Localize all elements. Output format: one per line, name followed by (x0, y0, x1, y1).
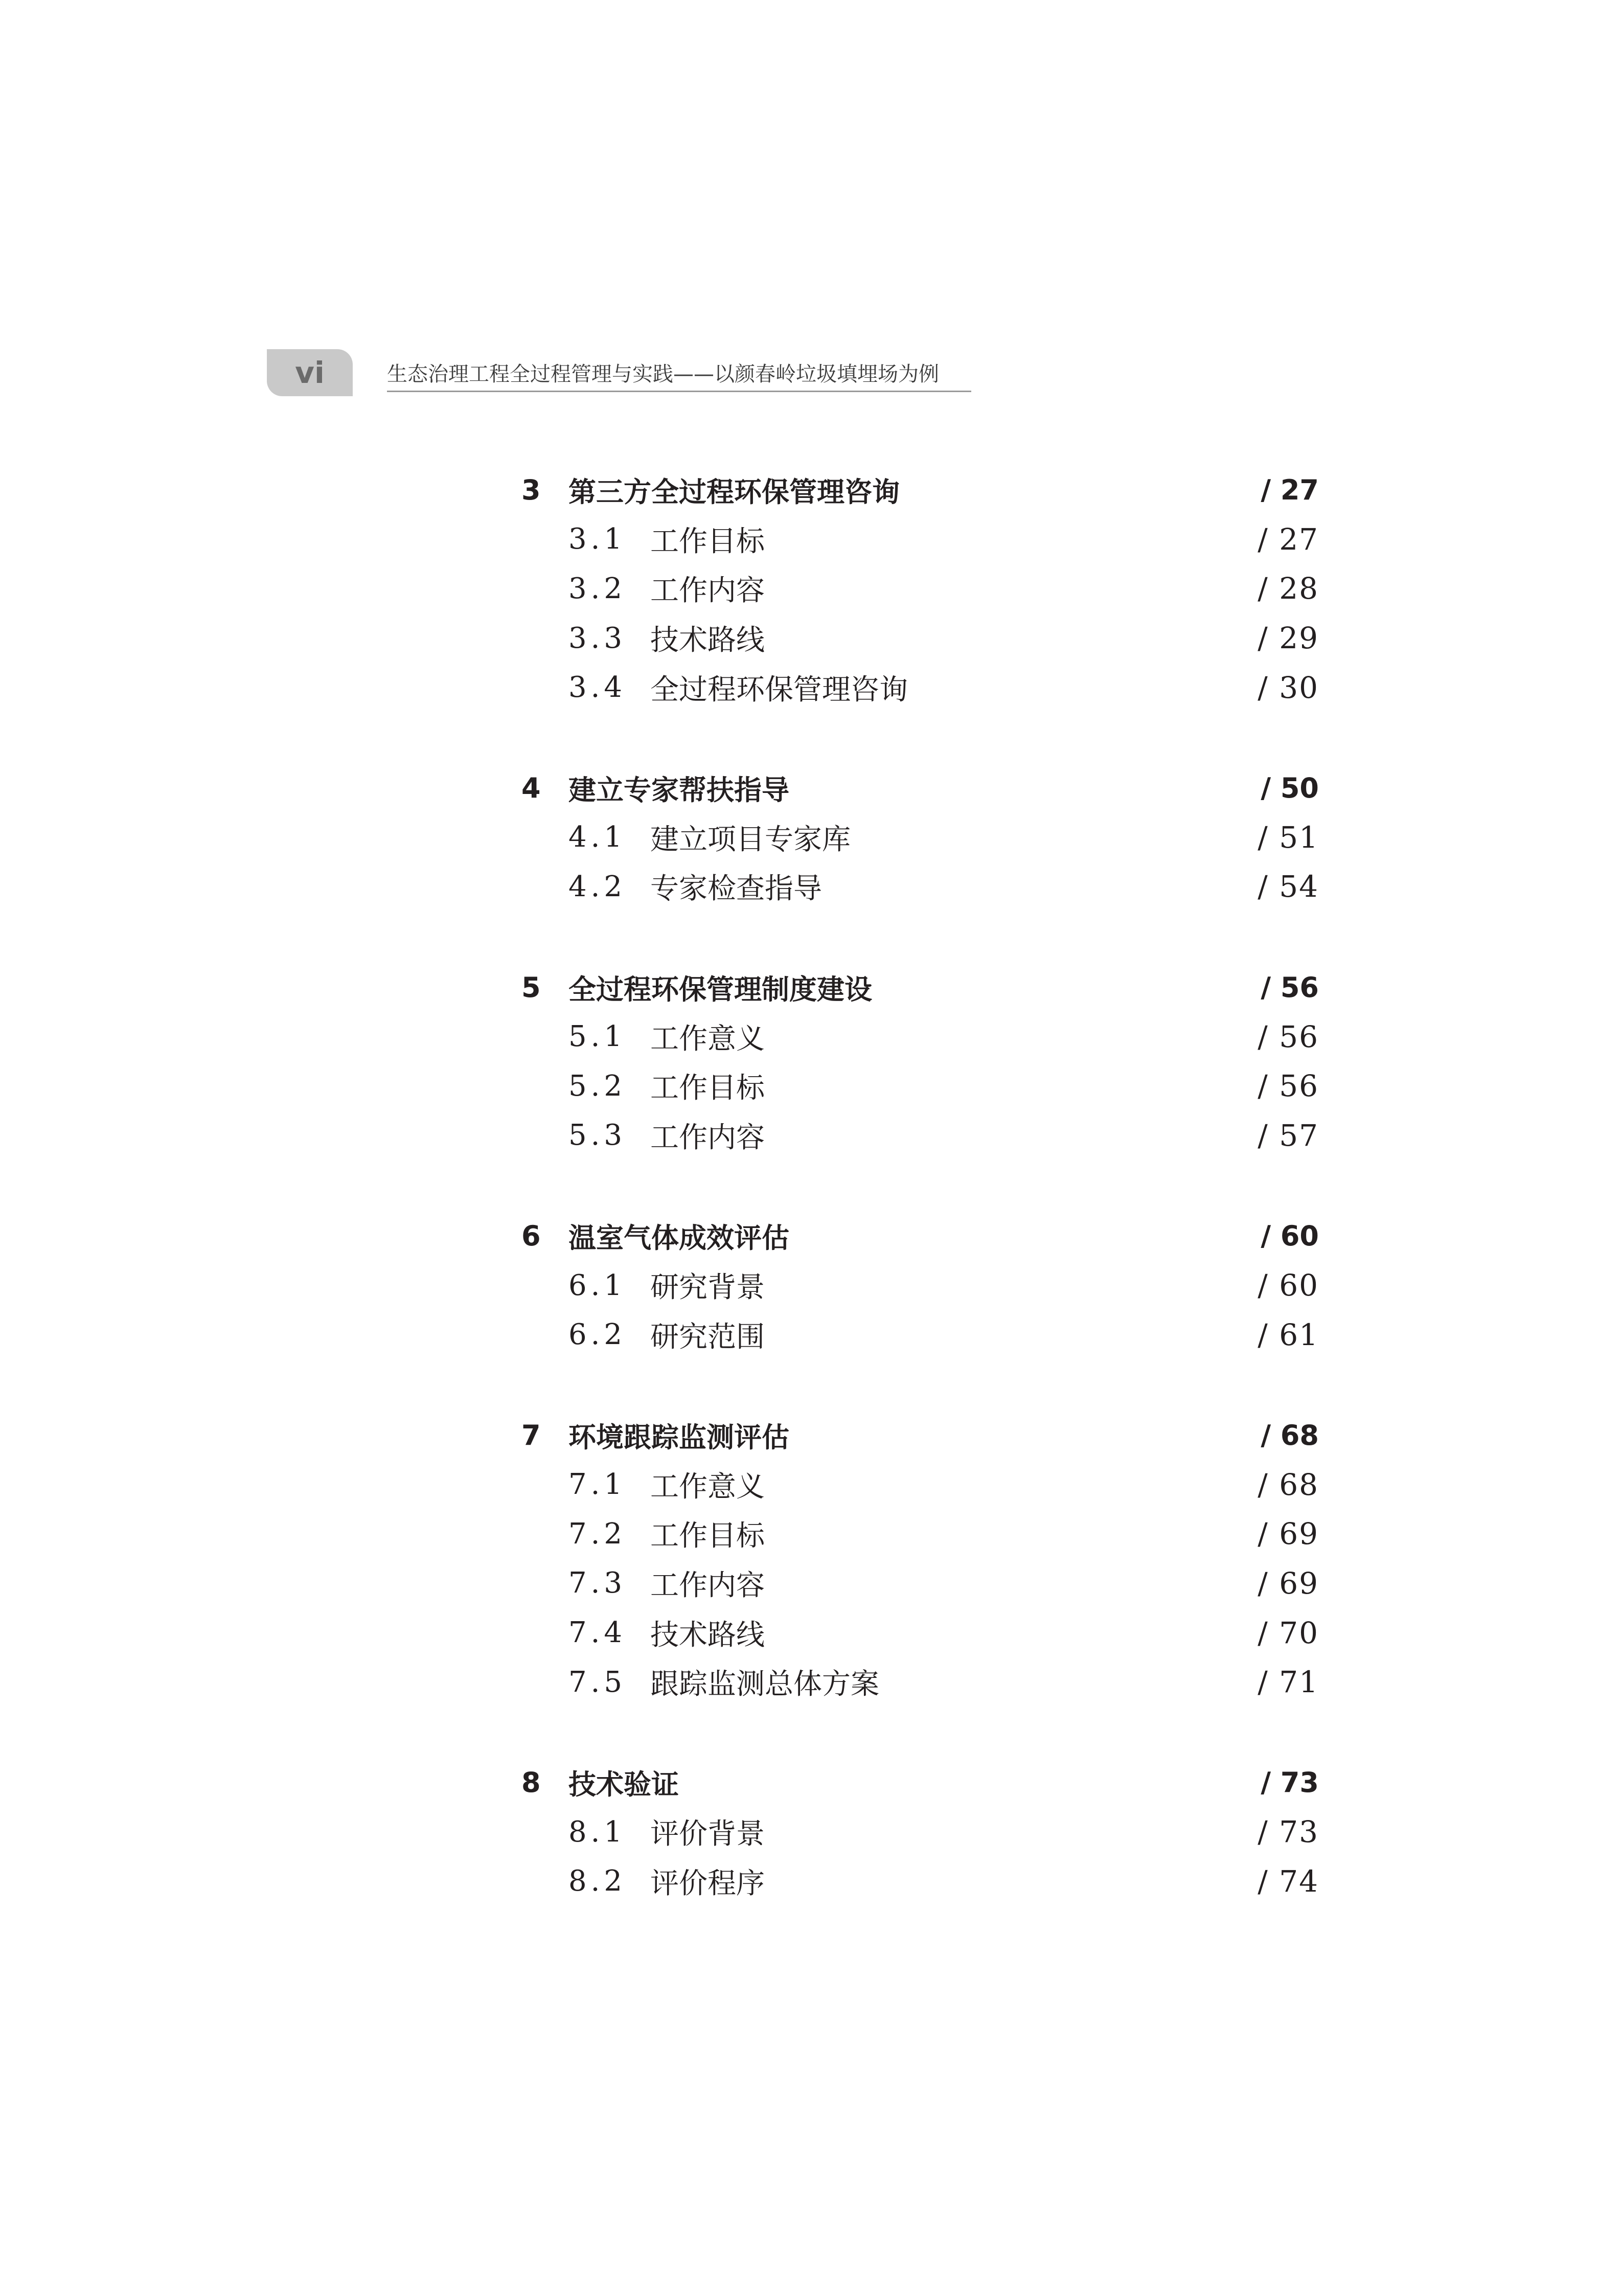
section-number: 3.1 (568, 522, 627, 556)
toc-section-entry[interactable] (521, 1509, 1319, 1559)
section-number: 7.4 (568, 1616, 627, 1650)
toc-chapter (521, 1211, 1319, 1359)
toc-section-entry[interactable] (521, 663, 1319, 712)
page-folio: vi (267, 349, 353, 396)
section-title: 建立项目专家库 (650, 823, 851, 856)
chapter-number: 3 (521, 473, 541, 506)
section-title: 工作目标 (650, 1519, 765, 1553)
toc-chapter (521, 763, 1319, 912)
toc-section-entry[interactable] (521, 813, 1319, 862)
section-page-number: / 60 (1258, 1268, 1319, 1303)
section-title: 研究范围 (650, 1320, 765, 1354)
section-page-number: / 71 (1258, 1665, 1319, 1700)
section-title: 专家检查指导 (650, 872, 822, 906)
section-title: 工作内容 (650, 1121, 765, 1154)
toc-section-entry[interactable] (521, 1559, 1319, 1608)
toc-chapter-entry[interactable] (521, 465, 1319, 515)
section-title: 工作意义 (650, 1022, 765, 1056)
table-of-contents (521, 465, 1319, 1957)
toc-section-entry[interactable] (521, 1608, 1319, 1657)
section-title: 全过程环保管理咨询 (650, 673, 908, 707)
chapter-title: 全过程环保管理制度建设 (568, 973, 872, 1006)
chapter-page-number: / 27 (1261, 473, 1319, 506)
section-page-number: / 61 (1258, 1317, 1319, 1352)
section-number: 3.3 (568, 621, 627, 655)
toc-section-entry[interactable] (521, 564, 1319, 613)
toc-section-entry[interactable] (521, 1261, 1319, 1310)
toc-chapter-entry[interactable] (521, 1411, 1319, 1460)
section-title: 技术路线 (650, 1618, 765, 1652)
toc-chapter (521, 1411, 1319, 1707)
section-title: 跟踪监测总体方案 (650, 1668, 879, 1701)
toc-section-entry[interactable] (521, 1657, 1319, 1707)
section-number: 3.4 (568, 671, 627, 704)
toc-chapter (521, 963, 1319, 1160)
section-page-number: / 51 (1258, 820, 1319, 855)
toc-section-entry[interactable] (521, 1061, 1319, 1111)
toc-section-entry[interactable] (521, 1807, 1319, 1857)
toc-section-entry[interactable] (521, 1460, 1319, 1510)
section-number: 3.2 (568, 572, 627, 605)
chapter-title: 温室气体成效评估 (568, 1221, 789, 1254)
section-title: 技术路线 (650, 624, 765, 657)
toc-chapter (521, 465, 1319, 712)
section-number: 5.1 (568, 1020, 627, 1054)
section-title: 工作目标 (650, 525, 765, 558)
toc-chapter-entry[interactable] (521, 763, 1319, 813)
chapter-number: 5 (521, 971, 541, 1004)
chapter-number: 8 (521, 1766, 541, 1799)
running-title: 生态治理工程全过程管理与实践——以颜春岭垃圾填埋场为例 (387, 362, 939, 386)
section-number: 5.3 (568, 1119, 627, 1152)
chapter-title: 环境跟踪监测评估 (568, 1421, 789, 1453)
section-page-number: / 74 (1258, 1863, 1319, 1899)
section-page-number: / 27 (1258, 521, 1319, 557)
toc-section-entry[interactable] (521, 613, 1319, 663)
toc-chapter (521, 1758, 1319, 1906)
section-page-number: / 28 (1258, 571, 1319, 606)
section-number: 4.1 (568, 821, 627, 854)
chapter-number: 4 (521, 771, 541, 804)
chapter-title: 技术验证 (568, 1768, 679, 1801)
toc-chapter-entry[interactable] (521, 1758, 1319, 1807)
section-page-number: / 56 (1258, 1019, 1319, 1054)
section-title: 工作意义 (650, 1470, 765, 1504)
toc-section-entry[interactable] (521, 862, 1319, 912)
section-page-number: / 57 (1258, 1118, 1319, 1153)
section-page-number: / 70 (1258, 1615, 1319, 1650)
chapter-title: 第三方全过程环保管理咨询 (568, 475, 900, 508)
section-page-number: / 73 (1258, 1814, 1319, 1850)
header-rule (387, 391, 971, 392)
chapter-page-number: / 60 (1261, 1219, 1319, 1252)
section-page-number: / 68 (1258, 1467, 1319, 1502)
toc-section-entry[interactable] (521, 1111, 1319, 1161)
section-number: 7.3 (568, 1566, 627, 1600)
section-number: 7.2 (568, 1517, 627, 1551)
chapter-page-number: / 56 (1261, 971, 1319, 1004)
section-number: 8.1 (568, 1815, 627, 1849)
section-number: 5.2 (568, 1069, 627, 1103)
toc-chapter-entry[interactable] (521, 963, 1319, 1012)
section-page-number: / 29 (1258, 621, 1319, 656)
section-title: 工作内容 (650, 1568, 765, 1602)
section-page-number: / 54 (1258, 869, 1319, 904)
chapter-page-number: / 50 (1261, 771, 1319, 804)
section-number: 4.2 (568, 870, 627, 903)
chapter-number: 6 (521, 1219, 541, 1252)
section-number: 7.5 (568, 1665, 627, 1699)
toc-section-entry[interactable] (521, 1012, 1319, 1061)
section-page-number: / 30 (1258, 670, 1319, 705)
section-title: 研究背景 (650, 1271, 765, 1305)
section-title: 工作内容 (650, 574, 765, 608)
chapter-title: 建立专家帮扶指导 (568, 774, 789, 806)
chapter-number: 7 (521, 1419, 541, 1451)
section-number: 8.2 (568, 1865, 627, 1898)
section-page-number: / 69 (1258, 1565, 1319, 1601)
toc-section-entry[interactable] (521, 1310, 1319, 1359)
section-title: 评价程序 (650, 1867, 765, 1900)
section-number: 6.2 (568, 1318, 627, 1352)
section-page-number: / 69 (1258, 1516, 1319, 1552)
toc-chapter-entry[interactable] (521, 1211, 1319, 1261)
section-page-number: / 56 (1258, 1069, 1319, 1104)
section-number: 7.1 (568, 1468, 627, 1502)
chapter-page-number: / 73 (1261, 1766, 1319, 1799)
chapter-page-number: / 68 (1261, 1419, 1319, 1451)
section-title: 评价背景 (650, 1817, 765, 1851)
toc-section-entry[interactable] (521, 1857, 1319, 1906)
section-title: 工作目标 (650, 1072, 765, 1105)
toc-section-entry[interactable] (521, 515, 1319, 564)
section-number: 6.1 (568, 1268, 627, 1302)
